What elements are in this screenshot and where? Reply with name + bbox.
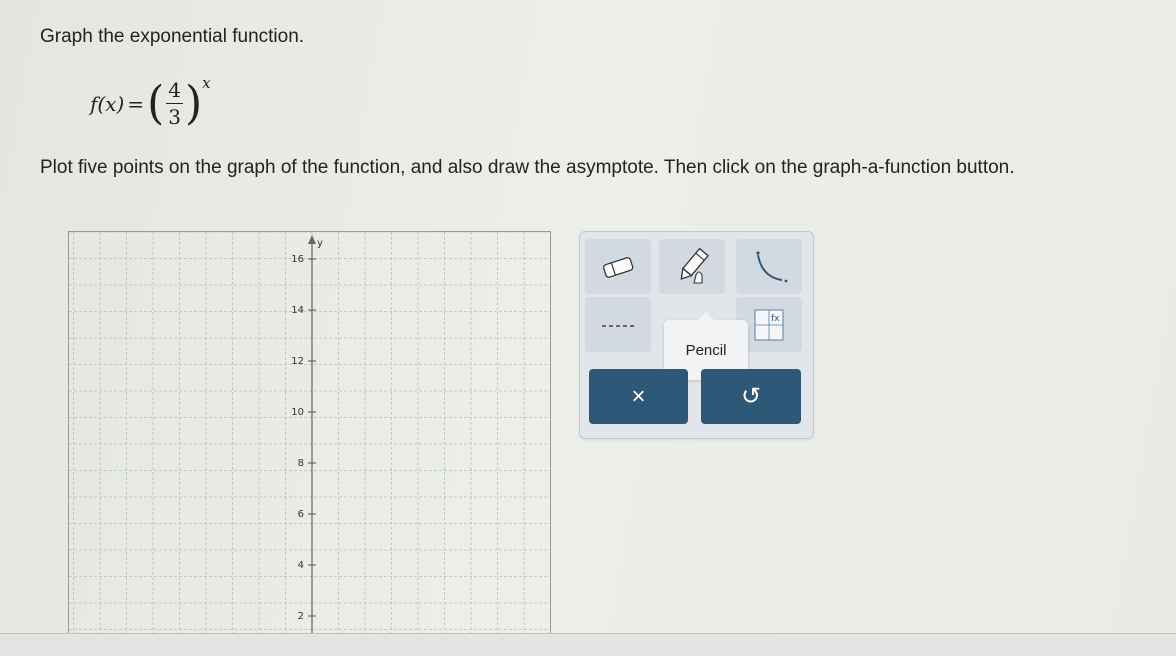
dashed-line-icon bbox=[596, 315, 640, 335]
graph-canvas[interactable] bbox=[68, 231, 551, 637]
instruction-heading: Graph the exponential function. bbox=[40, 26, 305, 47]
base-fraction bbox=[166, 78, 183, 129]
function-formula bbox=[90, 74, 211, 130]
eraser-tool-button[interactable] bbox=[585, 239, 651, 294]
exponent: x bbox=[202, 74, 211, 92]
svg-text:fx: fx bbox=[771, 313, 780, 324]
asymptote-tool-button[interactable] bbox=[585, 297, 651, 352]
tooltip-text: Pencil bbox=[685, 341, 727, 359]
right-paren: ) bbox=[184, 76, 203, 130]
y-tick-label: 8 bbox=[297, 458, 304, 469]
y-axis-label: y bbox=[317, 238, 323, 249]
y-tick-label: 4 bbox=[297, 560, 304, 571]
gridlines bbox=[69, 232, 550, 637]
bottom-border bbox=[0, 633, 1176, 656]
base-denominator: 3 bbox=[168, 105, 181, 129]
y-tick-label: 10 bbox=[291, 407, 304, 418]
curve-tool-button[interactable] bbox=[736, 239, 802, 294]
y-tick-label: 6 bbox=[297, 509, 304, 520]
function-lhs: f(x) bbox=[90, 91, 125, 116]
instruction-text: Plot five points on the graph of the function, and also draw the asymptote. Then click on the graph-a-function button. bbox=[40, 157, 1015, 178]
y-tick-label: 14 bbox=[291, 305, 304, 316]
base-numerator: 4 bbox=[168, 78, 181, 102]
y-tick-label: 16 bbox=[291, 254, 304, 265]
eraser-icon bbox=[598, 253, 638, 281]
pencil-tool-button[interactable] bbox=[659, 239, 725, 294]
clear-button[interactable] bbox=[589, 369, 688, 424]
y-axis-arrow bbox=[308, 235, 316, 244]
pencil-icon bbox=[670, 245, 714, 289]
y-tick-label: 2 bbox=[297, 611, 304, 622]
undo-icon: ↺ bbox=[740, 383, 762, 410]
undo-button[interactable] bbox=[701, 369, 801, 424]
close-icon: × bbox=[631, 382, 646, 410]
left-paren: ( bbox=[147, 76, 165, 130]
graph-a-function-icon bbox=[749, 306, 789, 344]
y-tick-label: 12 bbox=[291, 356, 304, 367]
exponential-curve-icon bbox=[746, 247, 792, 287]
graph-grid bbox=[69, 232, 550, 637]
equals-sign: = bbox=[127, 91, 145, 116]
